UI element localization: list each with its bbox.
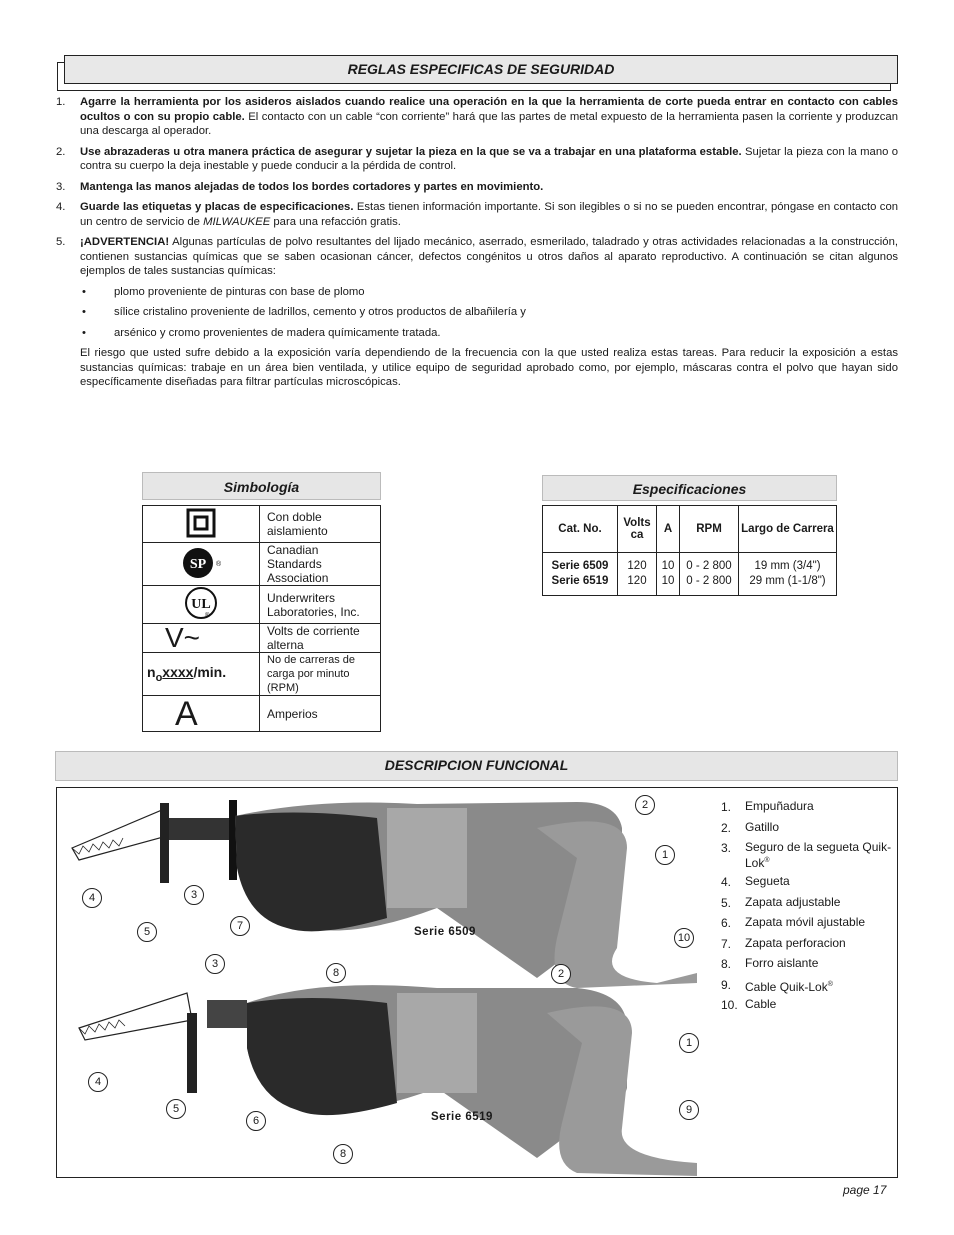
spm-o: o: [155, 671, 163, 684]
callout-3: 3: [184, 885, 204, 905]
svg-text:UL: UL: [191, 597, 211, 612]
brand-name: MILWAUKEE: [203, 215, 271, 228]
bullet-text: arsénico y cromo provenientes de madera químicamente tratada.: [114, 326, 441, 339]
table-row: [143, 653, 381, 696]
rule-text: Algunas partículas de polvo resultantes del lijado mecánico, aserrado, esmerilado, taladrado y otras actividades relacionadas a la construcción, contienen sustancias químicas que se saben ocasionan cáncer, defectos congénitos u otros daños al aparato reproductivo. A continuación se citan algunos ejemplos de tales sustancias químicas:: [80, 236, 898, 277]
part-number: 7.: [721, 936, 732, 951]
column-header: Volts ca: [618, 506, 657, 553]
stroke-cell: 29 mm (1-1/8"): [749, 575, 826, 587]
list-item: [721, 821, 900, 842]
part-label: Cable Quik-Lok: [745, 979, 828, 994]
svg-text:®: ®: [205, 613, 210, 619]
specs-table: [542, 505, 837, 596]
callout-5: 5: [137, 922, 157, 942]
symbol-label: Volts de corriente alterna: [260, 624, 381, 653]
volts-cell: 120: [627, 575, 647, 587]
symbol-label: Amperios: [260, 696, 381, 732]
double-insulation-icon: [143, 506, 260, 543]
rule-number: 5.: [56, 236, 66, 248]
symbol-label: Con doble aislamiento: [260, 506, 381, 543]
list-item: [80, 285, 898, 300]
part-number: 8.: [721, 957, 732, 971]
list-item: [721, 916, 900, 937]
part-label: Zapata móvil ajustable: [745, 915, 866, 929]
symbols-table: [142, 505, 381, 732]
part-number: 3.: [721, 841, 732, 855]
table-row: [143, 586, 381, 624]
table-header-row: [543, 506, 837, 553]
table-row: [143, 624, 381, 653]
registered-mark: ®: [764, 857, 770, 864]
safety-rules-header: REGLAS ESPECIFICAS DE SEGURIDAD: [64, 55, 898, 84]
callout-1: 1: [679, 1033, 699, 1053]
part-number: 1.: [721, 800, 732, 814]
registered-mark: ®: [827, 980, 833, 988]
bullet-icon: •: [82, 306, 86, 318]
rule-number: 3.: [56, 180, 66, 193]
list-item: [721, 998, 900, 1019]
part-label: Zapata adjustable: [745, 894, 841, 909]
callout-8: 8: [326, 963, 346, 983]
volts-ac-icon: V~: [143, 624, 260, 653]
cat-no-cell: Serie 6519: [551, 575, 609, 587]
rule-bold-text: Guarde las etiquetas y placas de especificaciones.: [80, 201, 354, 213]
amps-cell: 10: [661, 560, 675, 572]
callout-2: 2: [551, 964, 571, 984]
list-item: [80, 305, 898, 320]
symbol-label: Canadian Standards Association: [260, 543, 381, 586]
amps-cell: 10: [661, 575, 675, 587]
part-label: Empuñadura: [745, 799, 814, 813]
callout-3: 3: [205, 954, 225, 974]
column-header: Largo de Carrera: [739, 506, 837, 553]
rule-item: [56, 235, 898, 390]
callout-8: 8: [333, 1144, 353, 1164]
rule-bold-text: Agarre la herramienta por los asideros aislados cuando realice una operación en la que la herramienta de corte pueda entrar en contacto con cables ocultos o con su propio cable.: [80, 96, 898, 123]
table-row: [143, 696, 381, 732]
column-header: Cat. No.: [543, 506, 618, 553]
part-number: 5.: [721, 895, 732, 910]
column-header: A: [657, 506, 680, 553]
table-row: [143, 543, 381, 586]
column-header: RPM: [680, 506, 739, 553]
warning-label: ¡ADVERTENCIA!: [80, 236, 170, 248]
part-label: Gatillo: [745, 819, 780, 834]
bullet-icon: •: [82, 326, 86, 339]
symbol-label: No de carreras de carga por minuto (RPM): [260, 653, 381, 696]
callout-2: 2: [635, 795, 655, 815]
part-number: 10.: [721, 998, 738, 1012]
spm-icon: [143, 653, 260, 696]
bullet-icon: •: [82, 285, 86, 298]
list-item: [80, 326, 898, 341]
bullet-text: sílice cristalino proveniente de ladrillos, cemento y otros productos de albañilería y: [114, 306, 526, 318]
rule-number: 4.: [56, 201, 66, 213]
reciprocating-saw-illustration: [57, 788, 697, 1177]
rule-text: El contacto con un cable “con corriente” hará que las partes de metal expuesto de la herramienta pasen la corriente y produzcan una descarga al operador.: [80, 110, 898, 137]
saw-6509-illustration: [72, 800, 697, 988]
part-label: Segueta: [745, 874, 790, 888]
cat-no-cell: Serie 6509: [551, 560, 609, 572]
spm-value: xxxx: [162, 664, 194, 681]
callout-4: 4: [88, 1072, 108, 1092]
page-number: page 17: [843, 1183, 887, 1197]
list-item: [721, 957, 900, 978]
list-item: [721, 978, 900, 999]
csa-icon: [143, 543, 260, 586]
rule-text: para una refacción gratis.: [270, 215, 401, 228]
part-label: Seguro de la segueta Quik-Lok: [745, 840, 892, 870]
part-label: Cable: [745, 997, 777, 1011]
callout-6: 6: [246, 1111, 266, 1131]
svg-text:®: ®: [216, 560, 221, 568]
spm-unit: /min.: [193, 664, 227, 681]
part-number: 4.: [721, 875, 732, 889]
list-item: [721, 937, 900, 958]
series-6509-label: Serie 6509: [414, 926, 476, 938]
rule-number: 1.: [56, 96, 66, 108]
part-label: Zapata perforacion: [745, 935, 846, 950]
list-item: [721, 800, 900, 821]
list-item: [721, 896, 900, 917]
rule-item: [56, 145, 898, 174]
volts-cell: 120: [627, 560, 647, 572]
callout-9: 9: [679, 1100, 699, 1120]
rule-item: [56, 200, 898, 229]
list-item: [721, 841, 900, 875]
stroke-cell: 19 mm (3/4"): [754, 560, 821, 572]
part-number: 2.: [721, 820, 732, 835]
specs-title: Especificaciones: [542, 475, 837, 501]
series-6519-label: Serie 6519: [431, 1111, 493, 1123]
parts-list: [721, 800, 900, 1019]
table-row: [543, 553, 837, 596]
callout-1: 1: [655, 845, 675, 865]
spm-n: n: [147, 664, 156, 681]
saw-6519-illustration: [79, 985, 697, 1176]
callout-5: 5: [166, 1099, 186, 1119]
symbol-label: Underwriters Laboratories, Inc.: [260, 586, 381, 624]
callout-7: 7: [230, 916, 250, 936]
functional-description-header: DESCRIPCION FUNCIONAL: [55, 751, 898, 781]
part-number: 6.: [721, 916, 732, 930]
ul-icon: [143, 586, 260, 624]
svg-text:SP: SP: [189, 556, 207, 572]
part-label: Forro aislante: [745, 956, 819, 970]
amperes-icon: A: [143, 696, 260, 732]
rule-bold-text: Use abrazaderas u otra manera práctica de asegurar y sujetar la pieza en la que se va a trabajar en una plataforma estable.: [80, 145, 742, 158]
rule-text: Estas tienen información importante. Si son ilegibles o si no se pueden encontrar, póngase en contacto con un centro de servicio de: [80, 201, 899, 228]
callout-10: 10: [674, 928, 694, 948]
rule-bold-text: Mantenga las manos alejadas de todos los bordes cortadores y partes en movimiento.: [80, 180, 544, 193]
callout-4: 4: [82, 888, 102, 908]
part-number: 9.: [721, 977, 732, 992]
rpm-cell: 0 - 2 800: [686, 575, 732, 587]
bullet-text: plomo proveniente de pinturas con base de plomo: [114, 285, 365, 298]
safety-rules-list: [56, 95, 898, 396]
rule-number: 2.: [56, 145, 66, 158]
exposure-paragraph: El riesgo que usted sufre debido a la exposición varía dependiendo de la frecuencia con la que usted realiza estas tareas. Para reducir la exposición a estas sustancias químicas: trabaje en un área bien ventilada, y utilice equipo de seguridad aprobado como, por ejemplo, máscaras contra el polvo que hayan sido específicamente diseñadas para filtrar partículas microscópicas.: [80, 347, 898, 388]
table-row: [143, 506, 381, 543]
symbols-title: Simbología: [142, 472, 381, 500]
list-item: [721, 875, 900, 896]
rule-item: [56, 95, 898, 139]
chemical-list: [80, 285, 898, 341]
rpm-cell: 0 - 2 800: [686, 560, 732, 572]
rule-item: [56, 180, 898, 195]
rule-text: Sujetar la pieza con la mano o contra su cuerpo la deja inestable y puede conducir a la pérdida de control.: [80, 145, 898, 172]
